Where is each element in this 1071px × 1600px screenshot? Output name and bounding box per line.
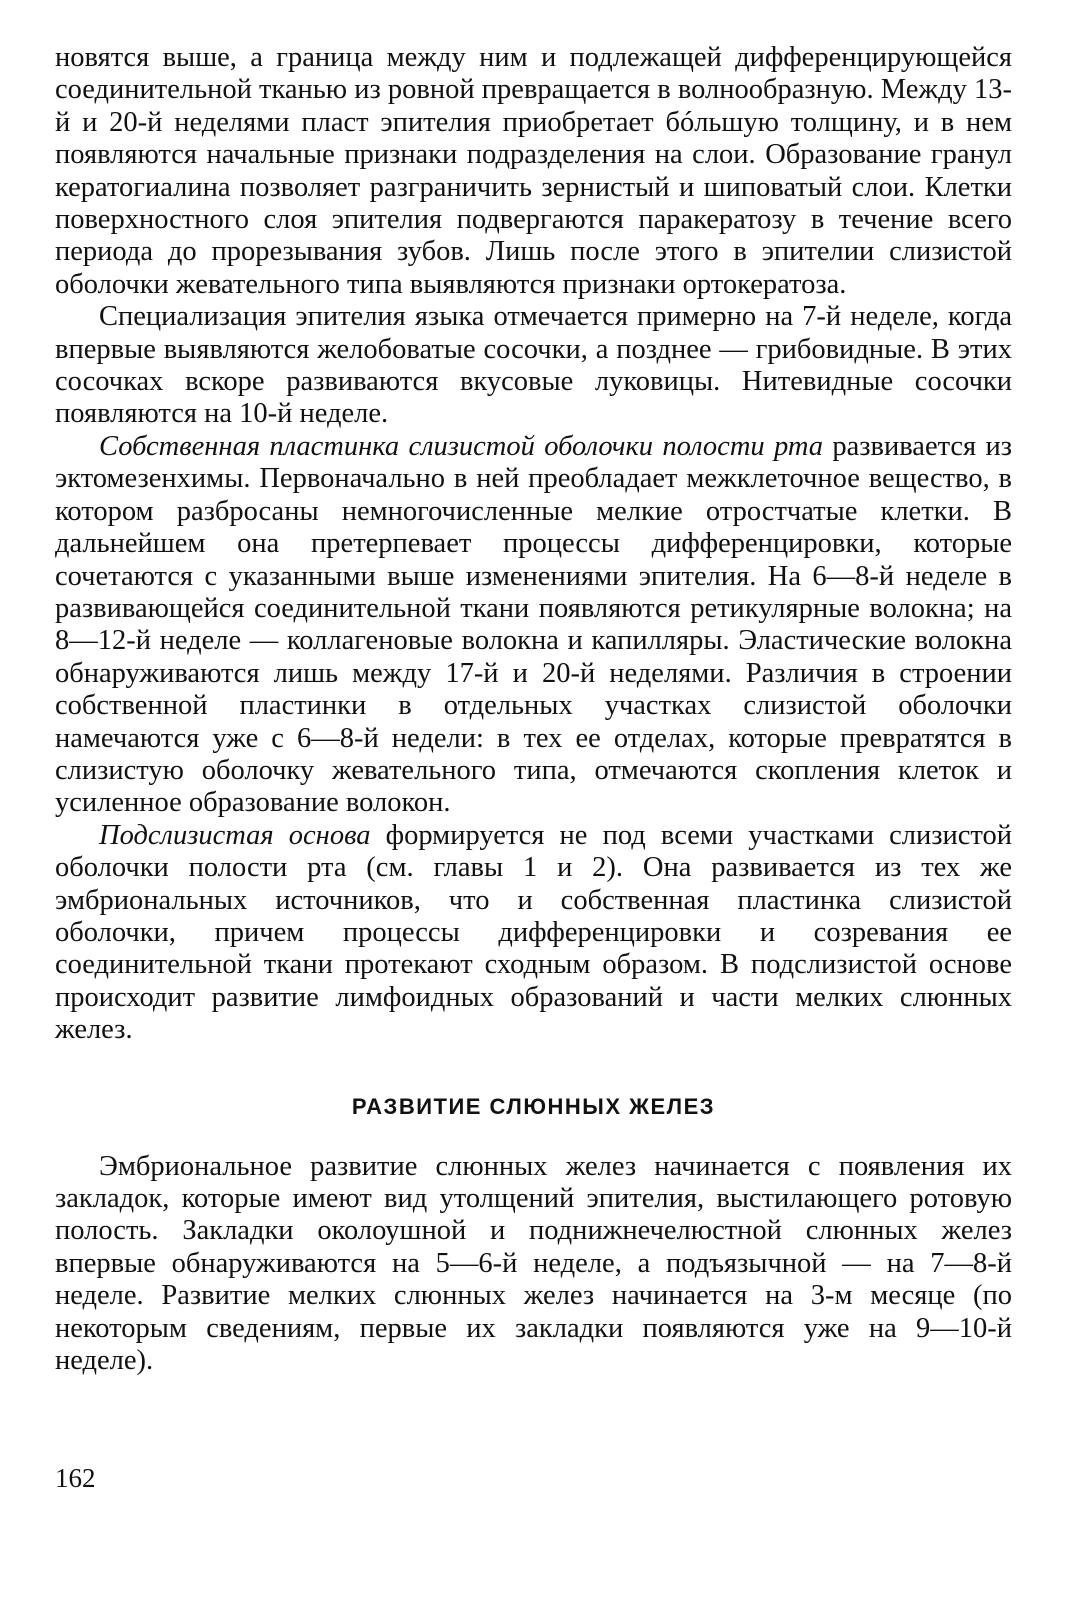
paragraph-lamina-propria xyxy=(55,431,1012,820)
term-lamina-propria: Собственная пластинка слизистой оболочки полости рта xyxy=(99,430,824,462)
paragraph-submucosa xyxy=(55,820,1012,1047)
paragraph-submucosa-text: формируется не под всеми участками слизистой оболочки полости рта (см. главы 1 и 2). Она развивается из тех же эмбриональных источников, что и собственная пластинка слизистой оболочки, причем процессы дифференцировки и созревания ее соединительной ткани протекают сходным образом. В подслизистой основе происходит развитие лимфоидных образований и части мелких слюнных желез. xyxy=(55,819,1012,1046)
page-body xyxy=(55,42,1012,1377)
section-heading: РАЗВИТИЕ СЛЮННЫХ ЖЕЛЕЗ xyxy=(351,1093,716,1119)
term-submucosa: Подслизистая основа xyxy=(99,819,371,851)
paragraph-lamina-propria-text: развивается из эктомезенхимы. Первоначально в ней преобладает межклеточное вещество, в котором разбросаны немногочисленные мелкие отростчатые клетки. В дальнейшем она претерпевает процессы дифференцировки, которые сочетаются с указанными выше изменениями эпителия. На 6—8-й неделе в развивающейся соединительной ткани появляются ретикулярные волокна; на 8—12-й неделе — коллагеновые волокна и капилляры. Эластические волокна обнаруживаются лишь между 17-й и 20-й неделями. Различия в строении собственной пластинки в отдельных участках слизистой оболочки намечаются уже с 6—8-й недели: в тех ее отделах, которые превратятся в слизистую оболочку жевательного типа, отмечаются скопления клеток и усиленное образование волокон. xyxy=(55,430,1012,819)
paragraph-tongue-epithelium: Специализация эпителия языка отмечается примерно на 7-й неделе, когда впервые выявляются желобоватые сосочки, а позднее — грибовидные. В этих сосочках вскоре развиваются вкусовые луковицы. Нитевидные сосочки появляются на 10-й неделе. xyxy=(55,301,1012,430)
paragraph-salivary-glands: Эмбриональное развитие слюнных желез начинается с появления их закладок, которые имеют вид утолщений эпителия, выстилающего ротовую полость. Закладки околоушной и поднижнечелюстной слюнных желез впервые обнаруживаются на 5—6-й неделе, а подъязычной — на 7—8-й неделе. Развитие мелких слюнных желез начинается на 3-м месяце (по некоторым сведениям, первые их закладки появляются уже на 9—10-й неделе). xyxy=(55,1150,1012,1377)
paragraph-epithelium-continued: новятся выше, а граница между ним и подлежащей дифференцирующейся соединительной тканью из ровной превращается в волнообразную. Между 13-й и 20-й неделями пласт эпителия приобретает бóльшую толщину, и в нем появляются начальные признаки подразделения на слои. Образование гранул кератогиалина позволяет разграничить зернистый и шиповатый слои. Клетки поверхностного слоя эпителия подвергаются паракератозу в течение всего периода до прорезывания зубов. Лишь после этого в эпителии слизистой оболочки жевательного типа выявляются признаки ортокератоза. xyxy=(55,42,1012,300)
page-number: 162 xyxy=(55,1463,96,1493)
